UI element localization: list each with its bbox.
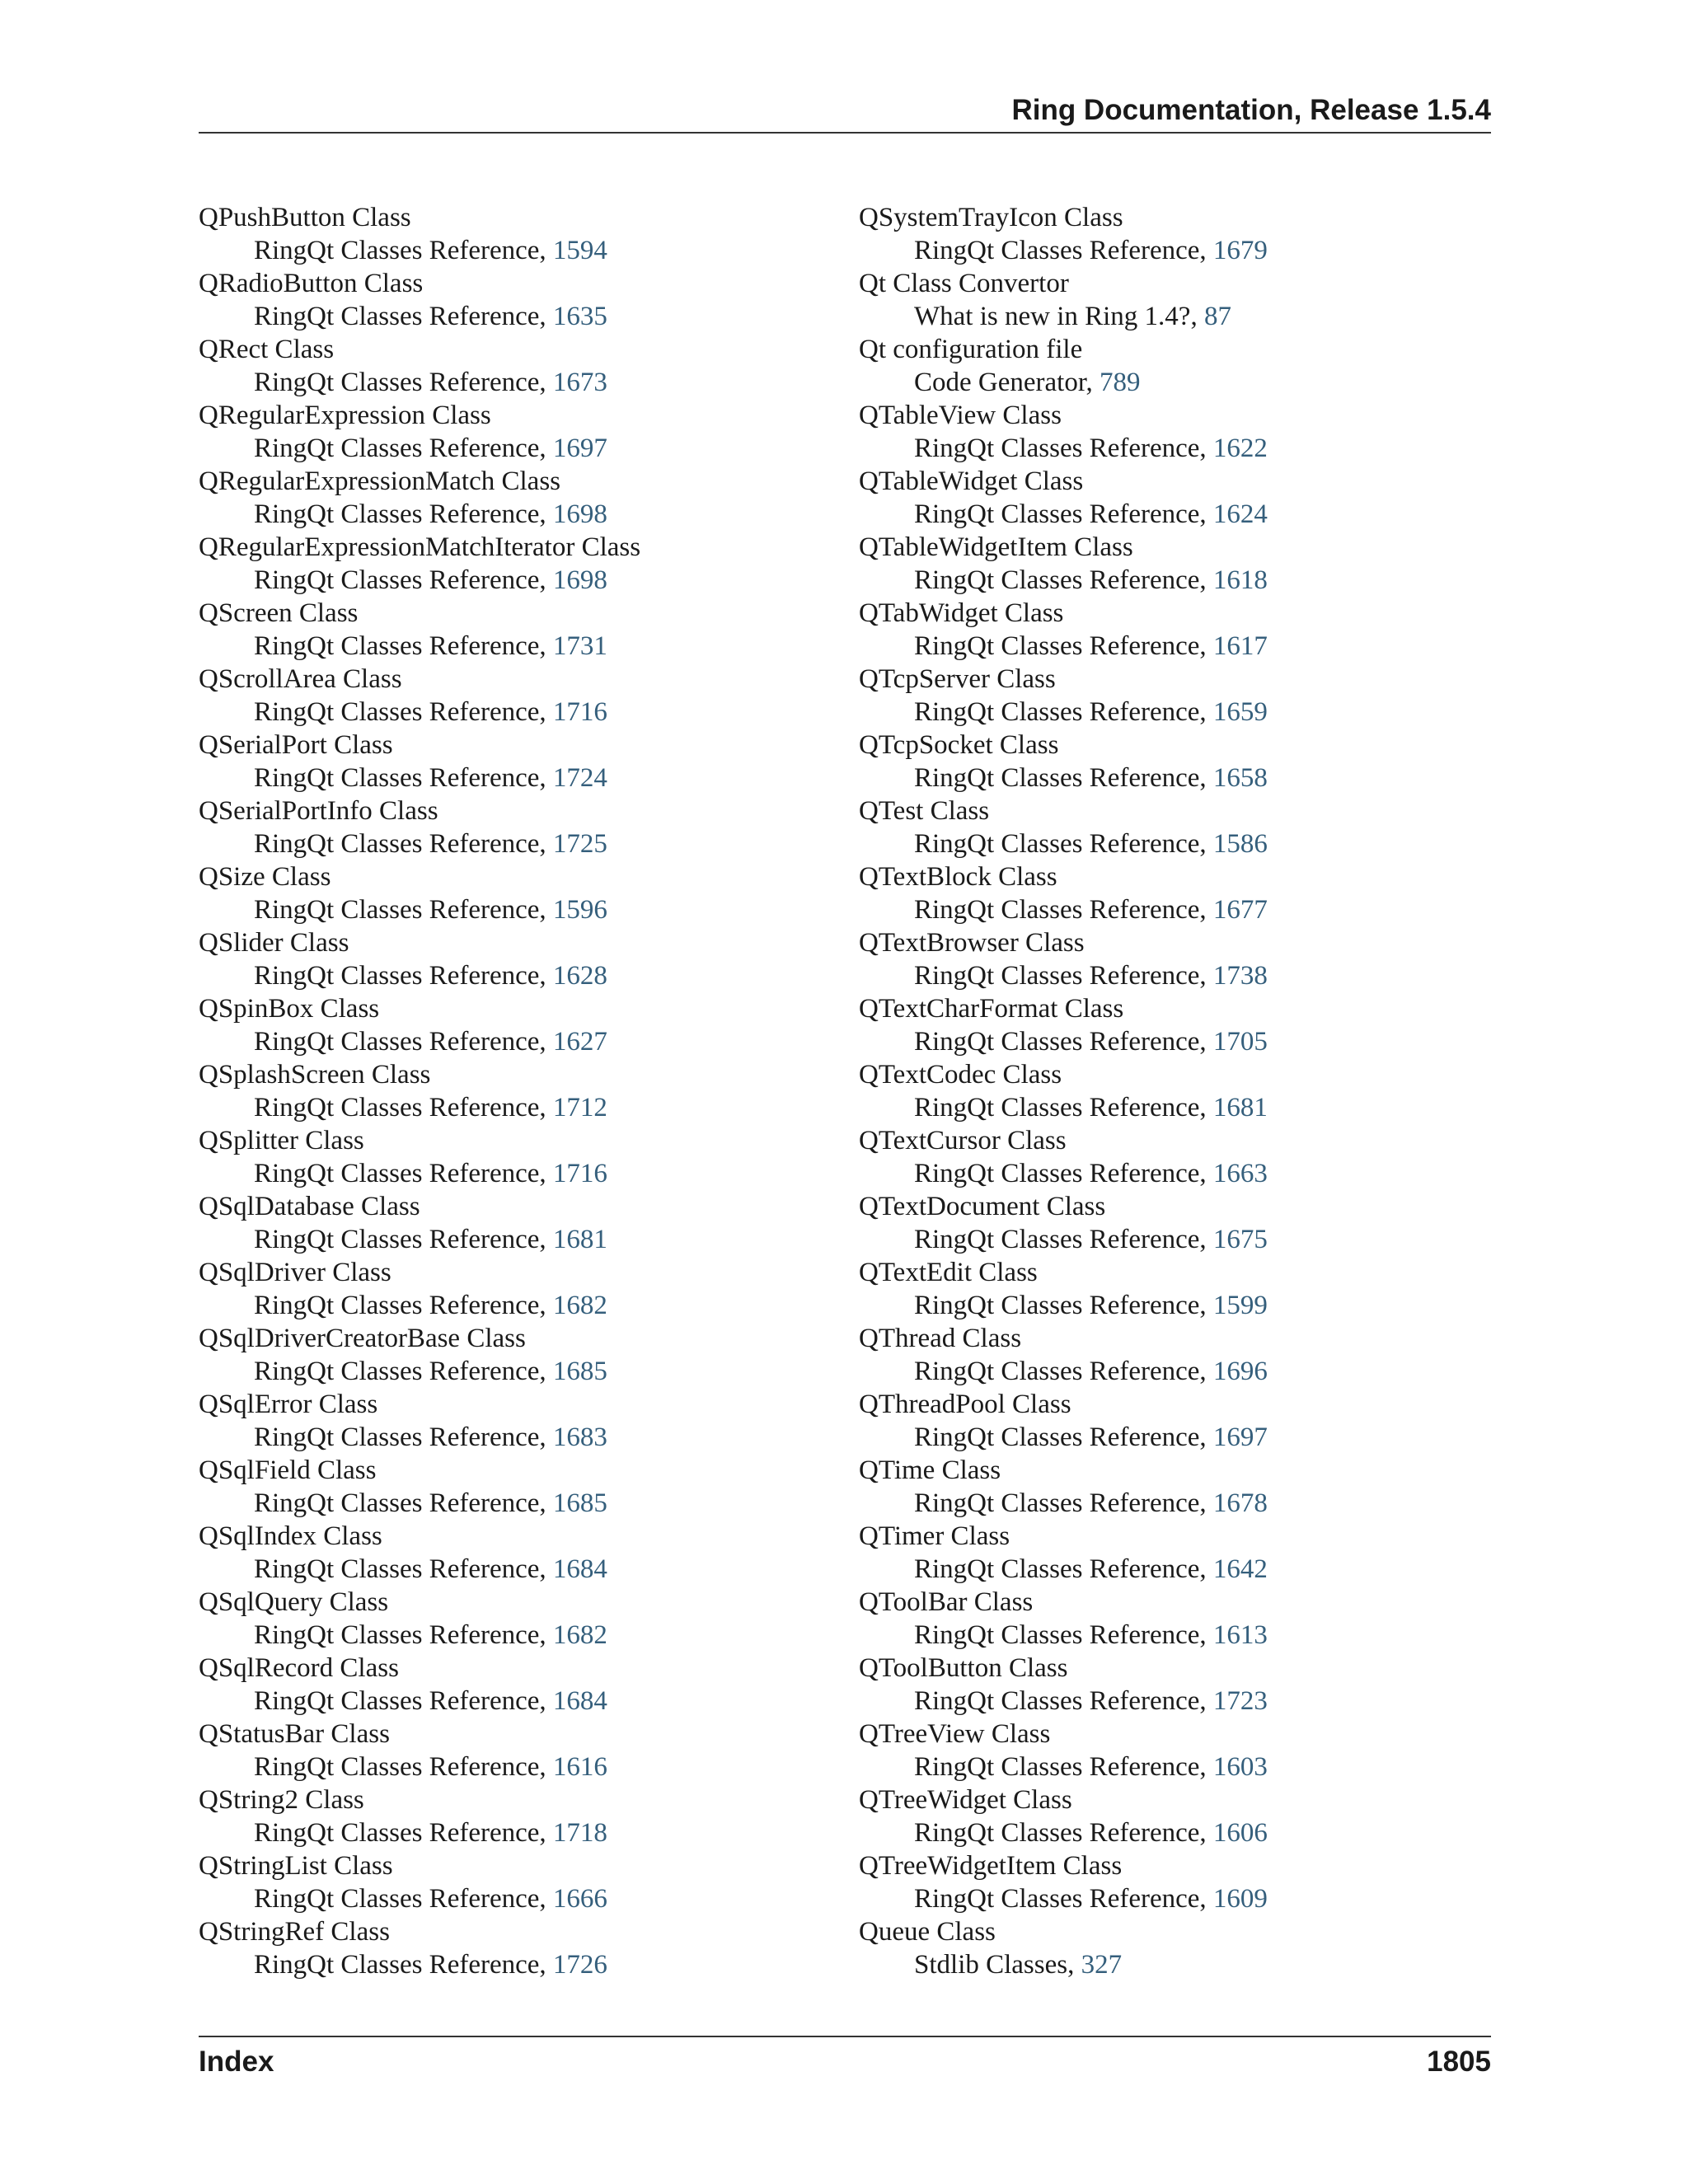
page-link[interactable]: 1685 <box>552 1488 607 1518</box>
page-link[interactable]: 1624 <box>1212 499 1268 529</box>
index-subentry <box>859 234 1485 267</box>
page-link[interactable]: 1613 <box>1212 1620 1268 1650</box>
subentry-label: RingQt Classes Reference, <box>914 1027 1213 1057</box>
index-term: QScrollArea Class <box>199 664 402 694</box>
subentry-label: RingQt Classes Reference, <box>254 1357 553 1386</box>
page-link[interactable]: 1677 <box>1212 895 1268 925</box>
index-subentry <box>859 1091 1485 1124</box>
index-subentry <box>859 696 1485 729</box>
index-subentry <box>859 432 1485 465</box>
index-term: QTabWidget Class <box>859 598 1064 628</box>
index-subentry <box>859 1553 1485 1586</box>
page-link[interactable]: 1617 <box>1212 631 1268 661</box>
page-link[interactable]: 1628 <box>552 961 607 991</box>
index-subentry <box>199 1487 825 1520</box>
index-entry <box>199 201 825 267</box>
index-term: QTcpServer Class <box>859 664 1056 694</box>
index-term: QRegularExpression Class <box>199 401 491 430</box>
index-term: QStatusBar Class <box>199 1719 390 1749</box>
page-link[interactable]: 1627 <box>552 1027 607 1057</box>
index-term: QRect Class <box>199 335 335 364</box>
subentry-label: RingQt Classes Reference, <box>914 1620 1213 1650</box>
subentry-label: RingQt Classes Reference, <box>254 1159 553 1188</box>
index-entry <box>199 794 825 860</box>
index-entry <box>859 333 1485 399</box>
page-link[interactable]: 1696 <box>1212 1357 1268 1386</box>
index-entry <box>859 1190 1485 1256</box>
index-term: QSerialPort Class <box>199 730 393 760</box>
index-subentry <box>859 1882 1485 1915</box>
index-subentry <box>199 1421 825 1454</box>
index-entry <box>199 333 825 399</box>
index-term: QStringRef Class <box>199 1917 390 1947</box>
page-link[interactable]: 1642 <box>1212 1554 1268 1584</box>
document-title: Ring Documentation, Release 1.5.4 <box>1011 94 1491 126</box>
index-term: QRegularExpressionMatchIterator Class <box>199 532 641 562</box>
index-entry <box>199 1652 825 1718</box>
index-term: QRadioButton Class <box>199 269 424 298</box>
subentry-label: RingQt Classes Reference, <box>254 1686 553 1716</box>
index-subentry <box>859 1223 1485 1256</box>
index-subentry <box>199 827 825 860</box>
index-subentry <box>859 762 1485 794</box>
index-term: QSize Class <box>199 862 331 892</box>
page-link[interactable]: 1594 <box>552 236 607 265</box>
page-link[interactable]: 1738 <box>1212 961 1268 991</box>
subentry-label: RingQt Classes Reference, <box>914 1291 1213 1320</box>
index-subentry <box>859 1421 1485 1454</box>
page-link[interactable]: 1606 <box>1212 1818 1268 1848</box>
page-link[interactable]: 1603 <box>1212 1752 1268 1782</box>
page-link[interactable]: 87 <box>1203 302 1231 331</box>
index-entry <box>199 729 825 794</box>
page-link[interactable]: 1698 <box>552 565 607 595</box>
index-entry <box>859 267 1485 333</box>
index-entry <box>859 1783 1485 1849</box>
index-entry <box>859 531 1485 597</box>
index-entry <box>199 1388 825 1454</box>
index-subentry <box>199 234 825 267</box>
subentry-label: RingQt Classes Reference, <box>914 434 1213 463</box>
index-subentry <box>859 1025 1485 1058</box>
page-link[interactable]: 1635 <box>552 302 607 331</box>
page-link[interactable]: 1658 <box>1212 763 1268 793</box>
page-link[interactable]: 1609 <box>1212 1884 1268 1914</box>
page-link[interactable]: 1697 <box>552 434 607 463</box>
index-subentry <box>199 1355 825 1388</box>
subentry-label: RingQt Classes Reference, <box>914 1884 1213 1914</box>
page-link[interactable]: 1684 <box>552 1554 607 1584</box>
page-link[interactable]: 1586 <box>1212 829 1268 859</box>
index-entry <box>859 1718 1485 1783</box>
index-subentry <box>859 630 1485 663</box>
index-entry <box>199 267 825 333</box>
index-term: QSystemTrayIcon Class <box>859 203 1123 232</box>
page-link[interactable]: 1679 <box>1212 236 1268 265</box>
index-subentry <box>199 1553 825 1586</box>
page-link[interactable]: 1724 <box>552 763 607 793</box>
page-link[interactable]: 789 <box>1100 368 1141 397</box>
subentry-label: Stdlib Classes, <box>914 1950 1081 1980</box>
subentry-label: RingQt Classes Reference, <box>914 565 1213 595</box>
index-entry <box>859 1520 1485 1586</box>
subentry-label: RingQt Classes Reference, <box>914 1554 1213 1584</box>
index-subentry <box>199 1948 825 1981</box>
page-link[interactable]: 1725 <box>552 829 607 859</box>
page-link[interactable]: 1682 <box>552 1291 607 1320</box>
index-term: QTextCursor Class <box>859 1126 1067 1155</box>
index-term: QThread Class <box>859 1324 1022 1353</box>
index-column-left <box>199 201 825 1981</box>
index-entry <box>859 1256 1485 1322</box>
footer-section-label: Index <box>199 2046 274 2078</box>
page-link[interactable]: 1698 <box>552 499 607 529</box>
subentry-label: RingQt Classes Reference, <box>254 1554 553 1584</box>
index-subentry <box>859 1816 1485 1849</box>
index-subentry <box>199 366 825 399</box>
index-term: QSqlQuery Class <box>199 1587 389 1617</box>
subentry-label: RingQt Classes Reference, <box>254 434 553 463</box>
index-entry <box>859 1124 1485 1190</box>
index-subentry <box>199 432 825 465</box>
index-subentry <box>859 959 1485 992</box>
index-subentry <box>859 1619 1485 1652</box>
page-link[interactable]: 1718 <box>552 1818 607 1848</box>
subentry-label: RingQt Classes Reference, <box>254 1488 553 1518</box>
index-entry <box>199 1520 825 1586</box>
index-term: Qt configuration file <box>859 335 1083 364</box>
page-link[interactable]: 1697 <box>1212 1422 1268 1452</box>
index-term: QSplashScreen Class <box>199 1060 431 1090</box>
page-link[interactable]: 1682 <box>552 1620 607 1650</box>
index-entry <box>199 1586 825 1652</box>
index-term: QPushButton Class <box>199 203 411 232</box>
index-term: Queue Class <box>859 1917 996 1947</box>
index-term: QTextCodec Class <box>859 1060 1062 1090</box>
page-link[interactable]: 1673 <box>552 368 607 397</box>
subentry-label: RingQt Classes Reference, <box>254 1752 553 1782</box>
index-entry <box>859 1849 1485 1915</box>
subentry-label: RingQt Classes Reference, <box>914 499 1213 529</box>
page-link[interactable]: 1716 <box>552 697 607 727</box>
index-entry <box>199 597 825 663</box>
index-term: QSqlError Class <box>199 1390 378 1419</box>
subentry-label: RingQt Classes Reference, <box>254 961 553 991</box>
index-subentry <box>199 1685 825 1718</box>
index-entry <box>859 1058 1485 1124</box>
index-subentry <box>199 1882 825 1915</box>
subentry-label: RingQt Classes Reference, <box>914 1422 1213 1452</box>
page-link[interactable]: 1681 <box>552 1225 607 1254</box>
index-entry <box>199 1915 825 1981</box>
index-subentry <box>199 1750 825 1783</box>
index-entry <box>859 597 1485 663</box>
index-subentry <box>859 1355 1485 1388</box>
index-term: QTableWidgetItem Class <box>859 532 1133 562</box>
index-subentry <box>199 696 825 729</box>
subentry-label: RingQt Classes Reference, <box>914 1488 1213 1518</box>
index-entry <box>199 1322 825 1388</box>
index-entry <box>859 860 1485 926</box>
subentry-label: RingQt Classes Reference, <box>914 236 1213 265</box>
index-entry <box>199 1256 825 1322</box>
page-link[interactable]: 1731 <box>552 631 607 661</box>
page-link[interactable]: 1678 <box>1212 1488 1268 1518</box>
index-entry <box>859 399 1485 465</box>
index-subentry <box>199 630 825 663</box>
index-entry <box>859 1388 1485 1454</box>
index-term: QTextBrowser Class <box>859 928 1085 958</box>
index-subentry <box>859 1948 1485 1981</box>
index-column-right <box>859 201 1485 1981</box>
index-entry <box>859 1454 1485 1520</box>
index-subentry <box>859 300 1485 333</box>
subentry-label: RingQt Classes Reference, <box>254 895 553 925</box>
index-term: Qt Class Convertor <box>859 269 1069 298</box>
index-term: QThreadPool Class <box>859 1390 1071 1419</box>
subentry-label: RingQt Classes Reference, <box>914 763 1213 793</box>
index-entry <box>199 1190 825 1256</box>
index-term: QSqlDriverCreatorBase Class <box>199 1324 526 1353</box>
subentry-label: RingQt Classes Reference, <box>254 763 553 793</box>
index-subentry <box>199 1223 825 1256</box>
page-link[interactable]: 1599 <box>1212 1291 1268 1320</box>
subentry-label: RingQt Classes Reference, <box>254 565 553 595</box>
index-term: QSerialPortInfo Class <box>199 796 438 826</box>
index-entry <box>199 992 825 1058</box>
index-entry <box>199 663 825 729</box>
index-subentry <box>859 1157 1485 1190</box>
page-link[interactable]: 327 <box>1081 1950 1123 1980</box>
subentry-label: RingQt Classes Reference, <box>254 829 553 859</box>
index-term: QTcpSocket Class <box>859 730 1059 760</box>
index-entry <box>199 399 825 465</box>
index-subentry <box>199 300 825 333</box>
index-subentry <box>859 1685 1485 1718</box>
index-term: QTextEdit Class <box>859 1258 1038 1287</box>
subentry-label: RingQt Classes Reference, <box>914 829 1213 859</box>
subentry-label: RingQt Classes Reference, <box>254 1027 553 1057</box>
page-footer <box>199 2036 1491 2087</box>
index-entry <box>199 1718 825 1783</box>
subentry-label: RingQt Classes Reference, <box>254 368 553 397</box>
subentry-label: RingQt Classes Reference, <box>254 1225 553 1254</box>
index-subentry <box>199 1157 825 1190</box>
subentry-label: RingQt Classes Reference, <box>914 697 1213 727</box>
page-link[interactable]: 1622 <box>1212 434 1268 463</box>
index-term: QRegularExpressionMatch Class <box>199 466 561 496</box>
index-entry <box>859 201 1485 267</box>
index-term: QSqlIndex Class <box>199 1521 382 1551</box>
subentry-label: RingQt Classes Reference, <box>914 1752 1213 1782</box>
subentry-label: RingQt Classes Reference, <box>254 1422 553 1452</box>
index-subentry <box>859 1750 1485 1783</box>
subentry-label: RingQt Classes Reference, <box>254 236 553 265</box>
page-link[interactable]: 1663 <box>1212 1159 1268 1188</box>
index-subentry <box>199 959 825 992</box>
subentry-label: RingQt Classes Reference, <box>254 1291 553 1320</box>
index-term: QTreeWidget Class <box>859 1785 1072 1815</box>
index-term: QSqlDriver Class <box>199 1258 392 1287</box>
index-term: QString2 Class <box>199 1785 364 1815</box>
subentry-label: RingQt Classes Reference, <box>914 1818 1213 1848</box>
index-term: QTreeWidgetItem Class <box>859 1851 1123 1881</box>
subentry-label: What is new in Ring 1.4?, <box>914 302 1204 331</box>
subentry-label: RingQt Classes Reference, <box>254 697 553 727</box>
index-term: QTableView Class <box>859 401 1062 430</box>
subentry-label: RingQt Classes Reference, <box>254 499 553 529</box>
index-entry <box>859 729 1485 794</box>
subentry-label: Code Generator, <box>914 368 1100 397</box>
subentry-label: RingQt Classes Reference, <box>254 1620 553 1650</box>
index-entry <box>859 1322 1485 1388</box>
index-term: QTest Class <box>859 796 990 826</box>
page-header <box>199 89 1491 134</box>
subentry-label: RingQt Classes Reference, <box>914 1225 1213 1254</box>
index-term: QToolBar Class <box>859 1587 1034 1617</box>
subentry-label: RingQt Classes Reference, <box>254 631 553 661</box>
index-entry <box>859 663 1485 729</box>
index-subentry <box>199 1289 825 1322</box>
index-entry <box>199 531 825 597</box>
index-entry <box>199 1454 825 1520</box>
index-entry <box>199 1783 825 1849</box>
index-term: QTime Class <box>859 1455 1001 1485</box>
index-entry <box>859 465 1485 531</box>
index-entry <box>859 1652 1485 1718</box>
index-entry <box>199 465 825 531</box>
page-link[interactable]: 1683 <box>552 1422 607 1452</box>
index-term: QSqlRecord Class <box>199 1653 399 1683</box>
index-term: QSqlDatabase Class <box>199 1192 420 1221</box>
page-link[interactable]: 1618 <box>1212 565 1268 595</box>
page-link[interactable]: 1716 <box>552 1159 607 1188</box>
page-link[interactable]: 1616 <box>552 1752 607 1782</box>
page-link[interactable]: 1675 <box>1212 1225 1268 1254</box>
page-link[interactable]: 1659 <box>1212 697 1268 727</box>
subentry-label: RingQt Classes Reference, <box>254 1950 553 1980</box>
index-subentry <box>199 1091 825 1124</box>
index-subentry <box>199 498 825 531</box>
page-link[interactable]: 1712 <box>552 1093 607 1122</box>
footer-page-number: 1805 <box>1427 2046 1491 2078</box>
index-subentry <box>859 827 1485 860</box>
subentry-label: RingQt Classes Reference, <box>914 895 1213 925</box>
index-subentry <box>859 1487 1485 1520</box>
subentry-label: RingQt Classes Reference, <box>254 302 553 331</box>
index-subentry <box>199 1816 825 1849</box>
index-subentry <box>199 893 825 926</box>
index-subentry <box>859 1289 1485 1322</box>
index-term: QTextDocument Class <box>859 1192 1106 1221</box>
subentry-label: RingQt Classes Reference, <box>254 1884 553 1914</box>
index-term: QTableWidget Class <box>859 466 1084 496</box>
page-link[interactable]: 1685 <box>552 1357 607 1386</box>
subentry-label: RingQt Classes Reference, <box>254 1093 553 1122</box>
subentry-label: RingQt Classes Reference, <box>914 1159 1213 1188</box>
index-subentry <box>199 564 825 597</box>
index-entry <box>199 860 825 926</box>
index-subentry <box>859 498 1485 531</box>
page-link[interactable]: 1666 <box>552 1884 607 1914</box>
page-link[interactable]: 1726 <box>552 1950 607 1980</box>
index-entry <box>859 794 1485 860</box>
page-link[interactable]: 1681 <box>1212 1093 1268 1122</box>
subentry-label: RingQt Classes Reference, <box>914 631 1213 661</box>
index-term: QTimer Class <box>859 1521 1010 1551</box>
index-term: QSqlField Class <box>199 1455 377 1485</box>
subentry-label: RingQt Classes Reference, <box>914 1093 1213 1122</box>
index-entry <box>199 926 825 992</box>
page-link[interactable]: 1705 <box>1212 1027 1268 1057</box>
index-entry <box>859 992 1485 1058</box>
index-entry <box>859 1915 1485 1981</box>
subentry-label: RingQt Classes Reference, <box>254 1818 553 1848</box>
index-term: QStringList Class <box>199 1851 393 1881</box>
subentry-label: RingQt Classes Reference, <box>914 1686 1213 1716</box>
index-term: QTreeView Class <box>859 1719 1051 1749</box>
index-subentry <box>859 366 1485 399</box>
index-subentry <box>859 564 1485 597</box>
page-link[interactable]: 1596 <box>552 895 607 925</box>
subentry-label: RingQt Classes Reference, <box>914 961 1213 991</box>
index-entry <box>199 1849 825 1915</box>
index-entry <box>199 1124 825 1190</box>
index-term: QToolButton Class <box>859 1653 1068 1683</box>
index-term: QSpinBox Class <box>199 994 380 1024</box>
index-entry <box>199 1058 825 1124</box>
index-term: QTextCharFormat Class <box>859 994 1124 1024</box>
index-subentry <box>199 762 825 794</box>
index-term: QSlider Class <box>199 928 349 958</box>
index-term: QSplitter Class <box>199 1126 364 1155</box>
page-link[interactable]: 1684 <box>552 1686 607 1716</box>
page-link[interactable]: 1723 <box>1212 1686 1268 1716</box>
index-subentry <box>859 893 1485 926</box>
index-entry <box>859 926 1485 992</box>
subentry-label: RingQt Classes Reference, <box>914 1357 1213 1386</box>
index-term: QScreen Class <box>199 598 359 628</box>
index-term: QTextBlock Class <box>859 862 1057 892</box>
index-entry <box>859 1586 1485 1652</box>
index-subentry <box>199 1025 825 1058</box>
index-subentry <box>199 1619 825 1652</box>
